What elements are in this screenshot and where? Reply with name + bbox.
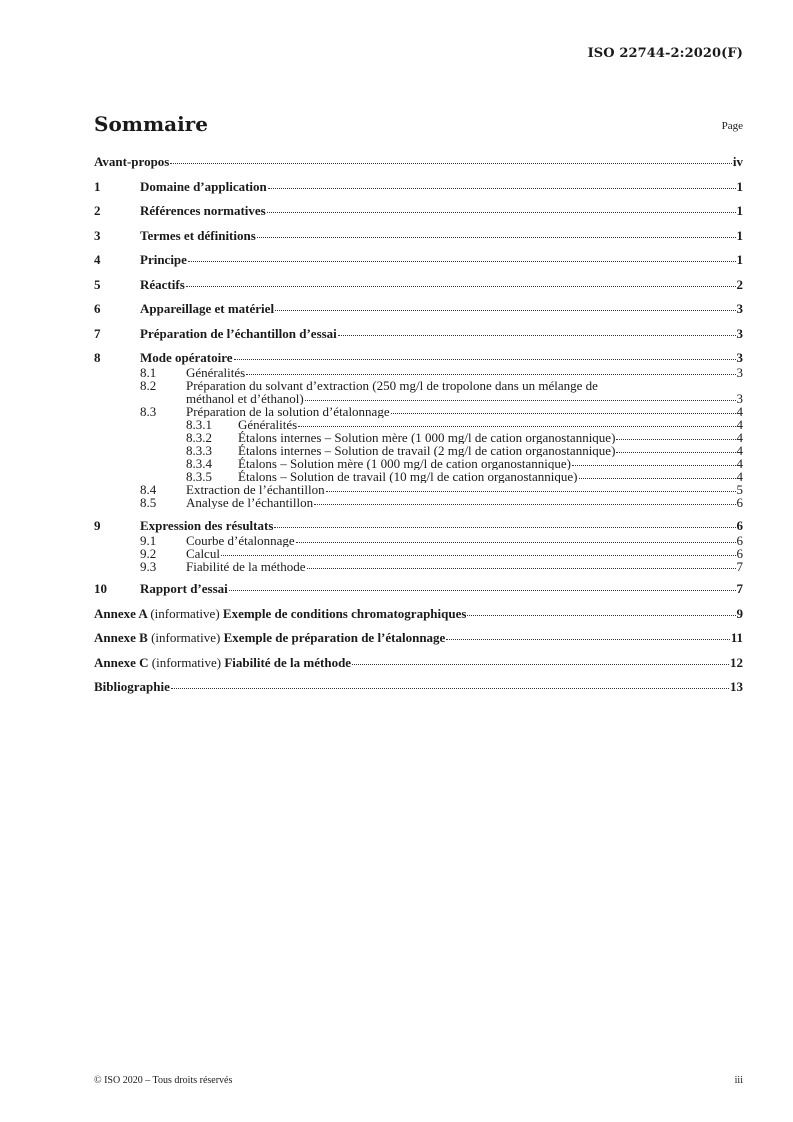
toc-entry-page: 6: [736, 517, 743, 533]
toc-entry-text: Étalons – Solution de travail (10 mg/l de cation organostannique): [238, 470, 578, 483]
toc-entry-number: 9.1: [140, 532, 157, 548]
dot-leader: [221, 555, 736, 556]
toc-entry-number: 8.3: [140, 404, 157, 419]
toc-entry-number: 8.5: [140, 495, 157, 510]
toc-entry-text: [94, 630, 445, 646]
toc-entry-2[interactable]: [94, 203, 743, 219]
toc-entry-page: 3: [736, 301, 743, 316]
toc-entry-page: 13: [730, 679, 743, 694]
dot-leader: [246, 374, 735, 375]
toc-entry-page: 12: [730, 654, 743, 670]
dot-leader: [234, 359, 736, 360]
annex-prefix: Annexe B: [94, 630, 148, 645]
toc-entry-text: Réactifs: [140, 276, 185, 292]
annex-prefix: Annexe A: [94, 605, 148, 621]
toc-entry-number: 8.3.1: [186, 417, 212, 432]
toc-entry-9-3[interactable]: [94, 560, 743, 573]
dot-leader: [314, 504, 735, 505]
annex-prefix: Annexe C: [94, 654, 149, 670]
toc-entry-page: 3: [736, 391, 743, 406]
toc-entry-text: Termes et définitions: [140, 227, 256, 243]
toc-entry-page: 7: [736, 558, 743, 574]
toc-entry-text: Bibliographie: [94, 679, 170, 694]
toc-entry-number: 8.2: [140, 378, 157, 393]
toc-entry-text: Appareillage et matériel: [140, 301, 275, 316]
dot-leader: [616, 452, 735, 453]
toc-entry-page: 1: [736, 178, 743, 194]
toc-entry-text: Généralités: [186, 366, 246, 379]
table-of-contents: [94, 154, 743, 695]
toc-entry-number: 9.3: [140, 558, 157, 574]
toc-entry-text: Avant-propos: [94, 154, 170, 169]
dot-leader: [229, 590, 736, 591]
toc-entry-text: Préparation de la solution d’étalonnage: [186, 405, 390, 418]
dot-leader: [467, 615, 735, 616]
toc-entry-page: 9: [736, 605, 743, 621]
dot-leader: [170, 163, 732, 164]
dot-leader: [352, 664, 729, 665]
toc-entry-number: 8.4: [140, 482, 157, 497]
toc-entry-page: 6: [736, 495, 743, 510]
toc-entry-annexe-c[interactable]: [94, 655, 743, 671]
toc-entry-text: Analyse de l’échantillon: [186, 496, 314, 509]
dot-leader: [188, 261, 736, 262]
toc-entry-number: 4: [94, 252, 101, 267]
toc-entry-number: 9: [94, 517, 101, 533]
toc-entry-text: Fiabilité de la méthode: [186, 559, 306, 573]
annex-title: Exemple de conditions chromatographiques: [222, 605, 467, 621]
toc-entry-page: 4: [736, 443, 743, 458]
toc-entry-page: 5: [736, 482, 743, 497]
toc-entry-number: 8.3.5: [186, 469, 212, 484]
toc-entry-number: 8.3.4: [186, 456, 212, 471]
toc-entry-number: 10: [94, 581, 107, 596]
toc-entry-1[interactable]: [94, 179, 743, 195]
dot-leader: [296, 542, 736, 543]
dot-leader: [267, 212, 736, 213]
toc-entry-8-4[interactable]: [94, 483, 743, 496]
annex-title: Fiabilité de la méthode: [224, 654, 352, 670]
dot-leader: [275, 310, 735, 311]
toc-entry-4[interactable]: [94, 252, 743, 268]
toc-entry-page: 1: [736, 203, 743, 218]
toc-entry-page: 4: [736, 404, 743, 419]
toc-entry-text: Préparation du solvant d’extraction (250 mg/l de tropolone dans un mélange de: [186, 378, 598, 393]
toc-entry-text: Mode opératoire: [140, 350, 233, 365]
toc-entry-bibliographie[interactable]: [94, 679, 743, 695]
toc-entry-text: Étalons internes – Solution mère (1 000 mg/l de cation organostannique): [238, 431, 616, 444]
dot-leader: [171, 688, 729, 689]
toc-entry-number: 5: [94, 276, 101, 292]
annex-title: Exemple de préparation de l’étalonnage: [223, 630, 446, 645]
toc-entry-page: 6: [736, 545, 743, 561]
toc-entry-text-continued: méthanol et d’éthanol): [186, 392, 304, 405]
toc-entry-text: Calcul: [186, 546, 220, 560]
toc-entry-page: 1: [736, 252, 743, 267]
toc-entry-annexe-a[interactable]: [94, 606, 743, 622]
toc-entry-9-2[interactable]: [94, 547, 743, 560]
toc-entry-9[interactable]: [94, 518, 743, 534]
toc-entry-page: 11: [730, 630, 743, 645]
toc-entry-page: 4: [736, 430, 743, 445]
toc-entry-page: iv: [732, 154, 743, 169]
toc-entry-8-5[interactable]: [94, 496, 743, 509]
toc-entry-text: Références normatives: [140, 203, 266, 218]
footer-page-number: iii: [734, 1075, 743, 1086]
toc-entry-text: [94, 655, 351, 671]
toc-header: [94, 112, 743, 140]
annex-note: (informative): [151, 630, 221, 645]
page-title: Sommaire: [94, 112, 208, 136]
toc-entry-page: 3: [736, 325, 743, 341]
toc-entry-page: 7: [736, 581, 743, 596]
toc-entry-number: 2: [94, 203, 101, 218]
toc-entry-3[interactable]: [94, 228, 743, 244]
dot-leader: [298, 426, 735, 427]
toc-entry-text: Rapport d’essai: [140, 581, 228, 596]
toc-entry-text: Étalons internes – Solution de travail (2 mg/l de cation organostannique): [238, 444, 616, 457]
toc-entry-page: 4: [736, 469, 743, 484]
toc-entry-number: 8: [94, 350, 101, 365]
toc-entry-6[interactable]: [94, 301, 743, 317]
annex-note: (informative): [150, 605, 220, 621]
dot-leader: [572, 465, 735, 466]
toc-entry-text: Courbe d’étalonnage: [186, 533, 295, 547]
toc-entry-page: 3: [736, 350, 743, 365]
dot-leader: [616, 439, 735, 440]
toc-entry-7[interactable]: [94, 326, 743, 342]
toc-entry-page: 4: [736, 456, 743, 471]
toc-entry-number: 6: [94, 301, 101, 316]
toc-entry-number: 3: [94, 227, 101, 243]
dot-leader: [307, 568, 736, 569]
dot-leader: [326, 491, 736, 492]
toc-entry-page: 2: [736, 276, 743, 292]
dot-leader: [338, 335, 736, 336]
toc-entry-number: 8.1: [140, 365, 157, 380]
toc-entry-text: Domaine d’application: [140, 178, 267, 194]
annex-note: (informative): [151, 654, 222, 670]
toc-entry-text: Principe: [140, 252, 187, 267]
toc-entry-avant-propos[interactable]: [94, 154, 743, 170]
toc-entry-text: Généralités: [238, 418, 298, 431]
toc-entry-page: 1: [736, 227, 743, 243]
toc-entry-text: Étalons – Solution mère (1 000 mg/l de cation organostannique): [238, 457, 572, 470]
toc-entry-text: Expression des résultats: [140, 517, 274, 533]
dot-leader: [186, 286, 736, 287]
footer-copyright: © ISO 2020 – Tous droits réservés: [94, 1075, 233, 1086]
dot-leader: [579, 478, 736, 479]
toc-entry-page: 6: [736, 532, 743, 548]
toc-entry-number: 8.3.3: [186, 443, 212, 458]
page-column-label: Page: [721, 120, 743, 132]
toc-entry-page: 4: [736, 417, 743, 432]
toc-entry-number: 1: [94, 178, 101, 194]
dot-leader: [305, 400, 736, 401]
toc-entry-9-1[interactable]: [94, 534, 743, 547]
toc-entry-text: Préparation de l’échantillon d’essai: [140, 325, 337, 341]
toc-entry-page: 3: [736, 365, 743, 380]
toc-entry-text: Extraction de l’échantillon: [186, 483, 325, 496]
dot-leader: [268, 188, 736, 189]
toc-entry-text: [94, 606, 466, 622]
toc-entry-number: 7: [94, 325, 101, 341]
toc-entry-number: 9.2: [140, 545, 157, 561]
toc-entry-number: 8.3.2: [186, 430, 212, 445]
dot-leader: [391, 413, 736, 414]
toc-entry-8-3-5[interactable]: [94, 470, 743, 483]
dot-leader: [274, 527, 735, 528]
dot-leader: [257, 237, 736, 238]
dot-leader: [446, 639, 729, 640]
toc-entry-annexe-b[interactable]: [94, 630, 743, 646]
toc-entry-5[interactable]: [94, 277, 743, 293]
toc-entry-8[interactable]: [94, 350, 743, 366]
document-id: ISO 22744-2:2020(F): [587, 46, 743, 61]
toc-entry-10[interactable]: [94, 581, 743, 597]
toc-entry-8-2[interactable]: [94, 379, 743, 405]
